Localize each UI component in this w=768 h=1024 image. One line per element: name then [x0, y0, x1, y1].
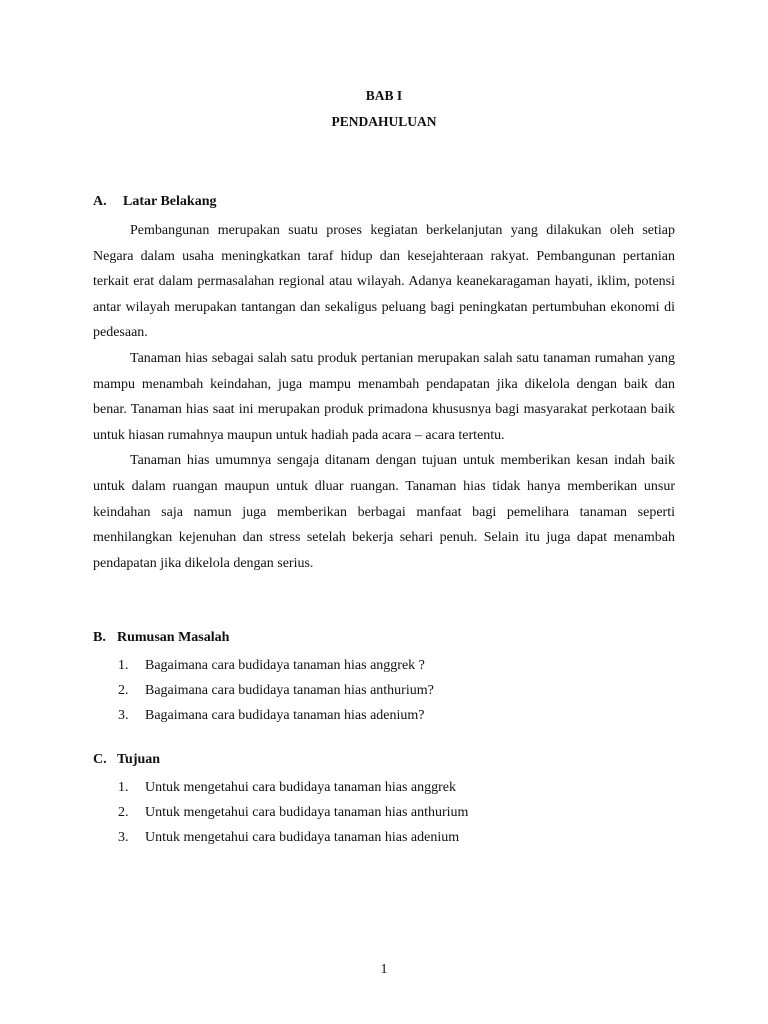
- section-b-heading: [93, 630, 229, 646]
- list-item: [118, 681, 678, 706]
- list-item: [118, 706, 678, 731]
- section-a-title: Latar Belakang: [123, 194, 217, 209]
- list-number: 2.: [118, 683, 129, 698]
- section-a-body: [93, 218, 675, 576]
- paragraph: Pembangunan merupakan suatu proses kegiatan berkelanjutan yang dilakukan oleh setiap Negara dalam usaha meningkatkan taraf hidup dan kesejahteraan rakyat. Pembangunan pertanian terkait erat dalam permasalahan regional atau wilayah. Adanya keanekaragaman hayati, iklim, potensi antar wilayah merupakan tantangan dan sekaligus peluang bagi peningkatan pertumbuhan ekonomi di pedesaan.: [93, 223, 675, 341]
- list-number: 2.: [118, 805, 129, 820]
- section-b-title: Rumusan Masalah: [117, 630, 230, 645]
- list-text: Untuk mengetahui cara budidaya tanaman hias anggrek: [145, 780, 456, 795]
- list-item: [118, 828, 678, 853]
- paragraph: Tanaman hias umumnya sengaja ditanam dengan tujuan untuk memberikan kesan indah baik untuk dalam ruangan maupun untuk dluar ruangan. Tanaman hias tidak hanya memberikan unsur keindahan saja namun juga memberikan berbagai manfaat bagi pemelihara tanaman seperti menhilangkan kejenuhan dan stress setelah bekerja sehari penuh. Selain itu juga dapat menambah pendapatan jika dikelola dengan serius.: [93, 453, 675, 571]
- list-text: Untuk mengetahui cara budidaya tanaman hias adenium: [145, 830, 460, 845]
- section-a-letter: A.: [93, 194, 107, 209]
- list-item: [118, 803, 678, 828]
- list-number: 3.: [118, 830, 129, 845]
- list-number: 1.: [118, 780, 129, 795]
- problem-list: [118, 656, 678, 731]
- list-number: 1.: [118, 658, 129, 673]
- list-item: [118, 778, 678, 803]
- chapter-label: BAB I: [365, 88, 403, 103]
- section-c-letter: C.: [93, 752, 107, 767]
- list-number: 3.: [118, 708, 129, 723]
- section-b-letter: B.: [93, 630, 106, 645]
- chapter-title: PENDAHULUAN: [331, 114, 437, 129]
- section-a-heading: [93, 194, 216, 210]
- paragraph: Tanaman hias sebagai salah satu produk pertanian merupakan salah satu tanaman rumahan yang mampu menambah keindahan, juga mampu menambah pendapatan jika dikelola dengan baik dan benar. Tanaman hias saat ini merupakan produk primadona khususnya bagi masyarakat perkotaan baik untuk hiasan rumahnya maupun untuk hadiah pada acara – acara tertentu.: [93, 350, 675, 443]
- list-text: Bagaimana cara budidaya tanaman hias anthurium?: [145, 683, 434, 698]
- page-number: 1: [380, 962, 388, 977]
- list-item: [118, 656, 678, 681]
- list-text: Bagaimana cara budidaya tanaman hias adenium?: [145, 708, 425, 723]
- list-text: Bagaimana cara budidaya tanaman hias anggrek ?: [145, 658, 425, 673]
- list-text: Untuk mengetahui cara budidaya tanaman hias anthurium: [145, 805, 469, 820]
- section-c-title: Tujuan: [117, 752, 161, 767]
- objective-list: [118, 778, 678, 853]
- section-c-heading: [93, 752, 160, 768]
